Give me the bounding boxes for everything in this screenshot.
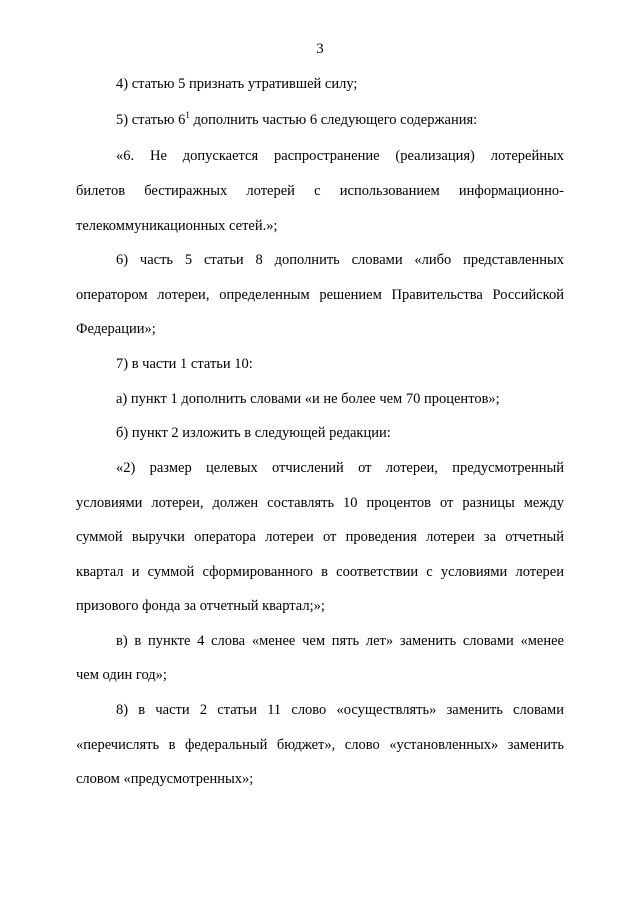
paragraph-line: Федерации»; bbox=[76, 321, 156, 337]
superscript: 1 bbox=[185, 110, 190, 120]
paragraph-line: словом «предусмотренных»; bbox=[76, 771, 254, 787]
paragraph-line: 4) статью 5 признать утратившей силу; bbox=[116, 76, 358, 92]
paragraph-line: телекоммуникационных сетей.»; bbox=[76, 218, 278, 234]
paragraph-line: квартал и суммой сформированного в соответствии с условиями лотереи bbox=[76, 564, 564, 580]
paragraph-line: а) пункт 1 дополнить словами «и не более чем 70 процентов»; bbox=[116, 391, 500, 407]
paragraph-line: оператором лотереи, определенным решением Правительства Российской bbox=[76, 287, 564, 303]
paragraph-line: 8) в части 2 статьи 11 слово «осуществлять» заменить словами bbox=[116, 702, 564, 718]
paragraph-line: 7) в части 1 статьи 10: bbox=[116, 356, 253, 372]
paragraph-line: суммой выручки оператора лотереи от проведения лотереи за отчетный bbox=[76, 529, 564, 545]
page-number: 3 bbox=[316, 41, 324, 57]
paragraph-line: «2) размер целевых отчислений от лотереи, предусмотренный bbox=[116, 460, 564, 476]
paragraph-line: 6) часть 5 статьи 8 дополнить словами «либо представленных bbox=[116, 252, 564, 268]
paragraph-line: условиями лотереи, должен составлять 10 процентов от разницы между bbox=[76, 495, 564, 511]
paragraph-line: «перечислять в федеральный бюджет», слово «установленных» заменить bbox=[76, 737, 564, 753]
paragraph-line: билетов бестиражных лотерей с использованием информационно- bbox=[76, 183, 564, 199]
paragraph-line: в) в пункте 4 слова «менее чем пять лет» заменить словами «менее bbox=[116, 633, 564, 649]
paragraph-line: призового фонда за отчетный квартал;»; bbox=[76, 598, 325, 614]
paragraph-line: чем один год»; bbox=[76, 667, 167, 683]
paragraph-line: б) пункт 2 изложить в следующей редакции: bbox=[116, 425, 391, 441]
text-segment: дополнить частью 6 следующего содержания: bbox=[189, 112, 478, 128]
paragraph-line: «6. Не допускается распространение (реализация) лотерейных bbox=[116, 148, 564, 164]
paragraph-line bbox=[116, 111, 564, 129]
text-segment: 5) статью 6 bbox=[116, 112, 186, 128]
